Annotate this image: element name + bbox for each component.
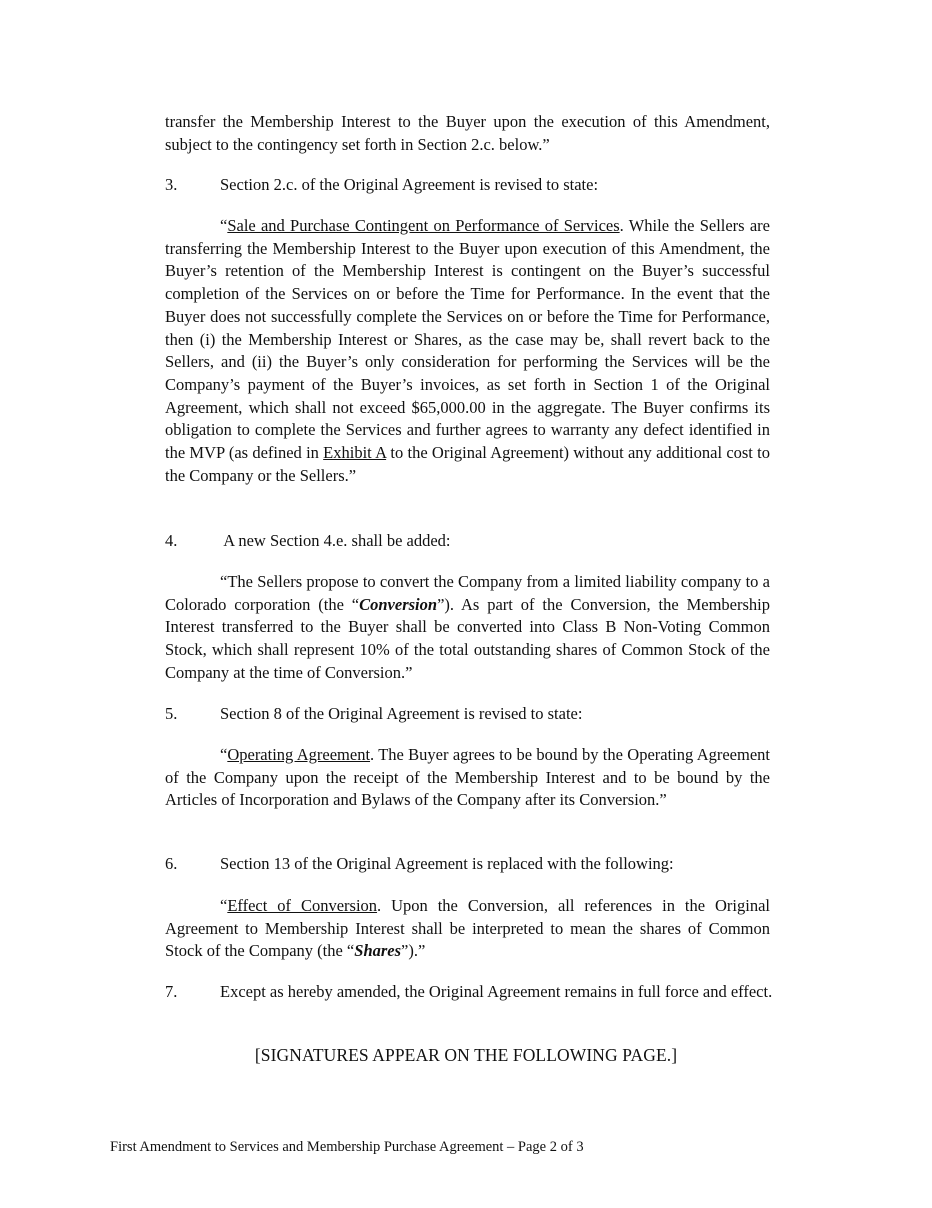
section-7-body: Except as hereby amended, the Original Agreement remains in full force and effect. (220, 982, 773, 1001)
section-4-number: 4. (165, 531, 178, 550)
section-5-heading (165, 703, 582, 726)
section-4-body-2: ”). As part of the Conversion, the Membership Interest transferred to the Buyer shall be converted into Class B Non-Voting Common Stock, which shall represent 10% of the total outstanding shares of Common Stock of the Company at the time of Conversion.” (165, 594, 770, 682)
section-6-quote (165, 895, 770, 963)
section-6-body-1: . Upon the Conversion, all references in the Original Agreement to Membership Interest shall be interpreted to mean the shares of Common Stock of the Company (the “ (165, 896, 770, 961)
section-4-quote (165, 571, 770, 685)
section-5-heading-text: Section 8 of the Original Agreement is revised to state: (220, 704, 583, 723)
signatures-note: [SIGNATURES APPEAR ON THE FOLLOWING PAGE.] (254, 1045, 678, 1065)
defined-term-shares: Shares (354, 941, 402, 961)
section-3-heading (165, 174, 598, 197)
paragraph-continuation: transfer the Membership Interest to the Buyer upon the execution of this Amendment, subject to the contingency set forth in Section 2.c. below.” (165, 112, 770, 154)
section-5-body-1: . The Buyer agrees to be bound by the Operating Agreement of the Company upon the receipt of the Membership Interest and to be bound by the Articles of Incorporation and Bylaws of the Company after its Conversion.” (165, 745, 770, 810)
section-5-caption: Operating Agreement (227, 745, 371, 764)
section-3-body-1: . While the Sellers are transferring the Membership Interest to the Buyer upon execution of this Amendment, the Buyer’s retention of the Membership Interest is contingent on the Buyer’s successful completion of the Services on or before the Time for Performance. In the event that the Buyer does not successfully complete the Services on or before the Time for Performance, then (i) the Membership Interest or Shares, as the case may be, shall revert back to the Sellers, and (ii) the Buyer’s only consideration for performing the Services will be the Company’s payment of the Buyer’s invoices, as set forth in Section 1 of the Original Agreement, which shall not exceed $65,000.00 in the aggregate. The Buyer confirms its obligation to complete the Services and further agrees to warranty any defect identified in the MVP (as defined in (165, 216, 770, 463)
exhibit-a-reference: Exhibit A (323, 443, 387, 463)
section-7 (110, 981, 825, 1004)
section-6-heading-text: Section 13 of the Original Agreement is replaced with the following: (220, 854, 674, 873)
defined-term-conversion: Conversion (359, 594, 438, 614)
section-4-heading (165, 530, 451, 553)
section-4-body-1: “The Sellers propose to convert the Company from a limited liability company to a Colorado corporation (the “ (165, 572, 770, 614)
section-5-quote (165, 744, 770, 812)
section-4-heading-text: A new Section 4.e. shall be added: (220, 531, 451, 550)
section-6-caption: Effect of Conversion (227, 896, 378, 915)
section-6-number: 6. (165, 854, 178, 873)
section-3-heading-text: Section 2.c. of the Original Agreement is revised to state: (220, 175, 599, 194)
section-3-quote (165, 215, 770, 487)
section-3-number: 3. (165, 175, 178, 194)
section-7-number: 7. (165, 982, 178, 1001)
quote-mark: “ (220, 896, 228, 915)
section-3-body-2: to the Original Agreement) without any additional cost to the Company or the Sellers.” (165, 443, 770, 485)
section-5-number: 5. (165, 704, 178, 723)
section-3-caption: Sale and Purchase Contingent on Performance of Services (227, 216, 620, 235)
section-6-heading (165, 853, 674, 876)
section-6-body-2: ”).” (401, 941, 426, 961)
quote-mark: “ (220, 216, 228, 235)
page-footer: First Amendment to Services and Membership Purchase Agreement – Page 2 of 3 (110, 1139, 584, 1155)
quote-mark: “ (220, 745, 228, 764)
